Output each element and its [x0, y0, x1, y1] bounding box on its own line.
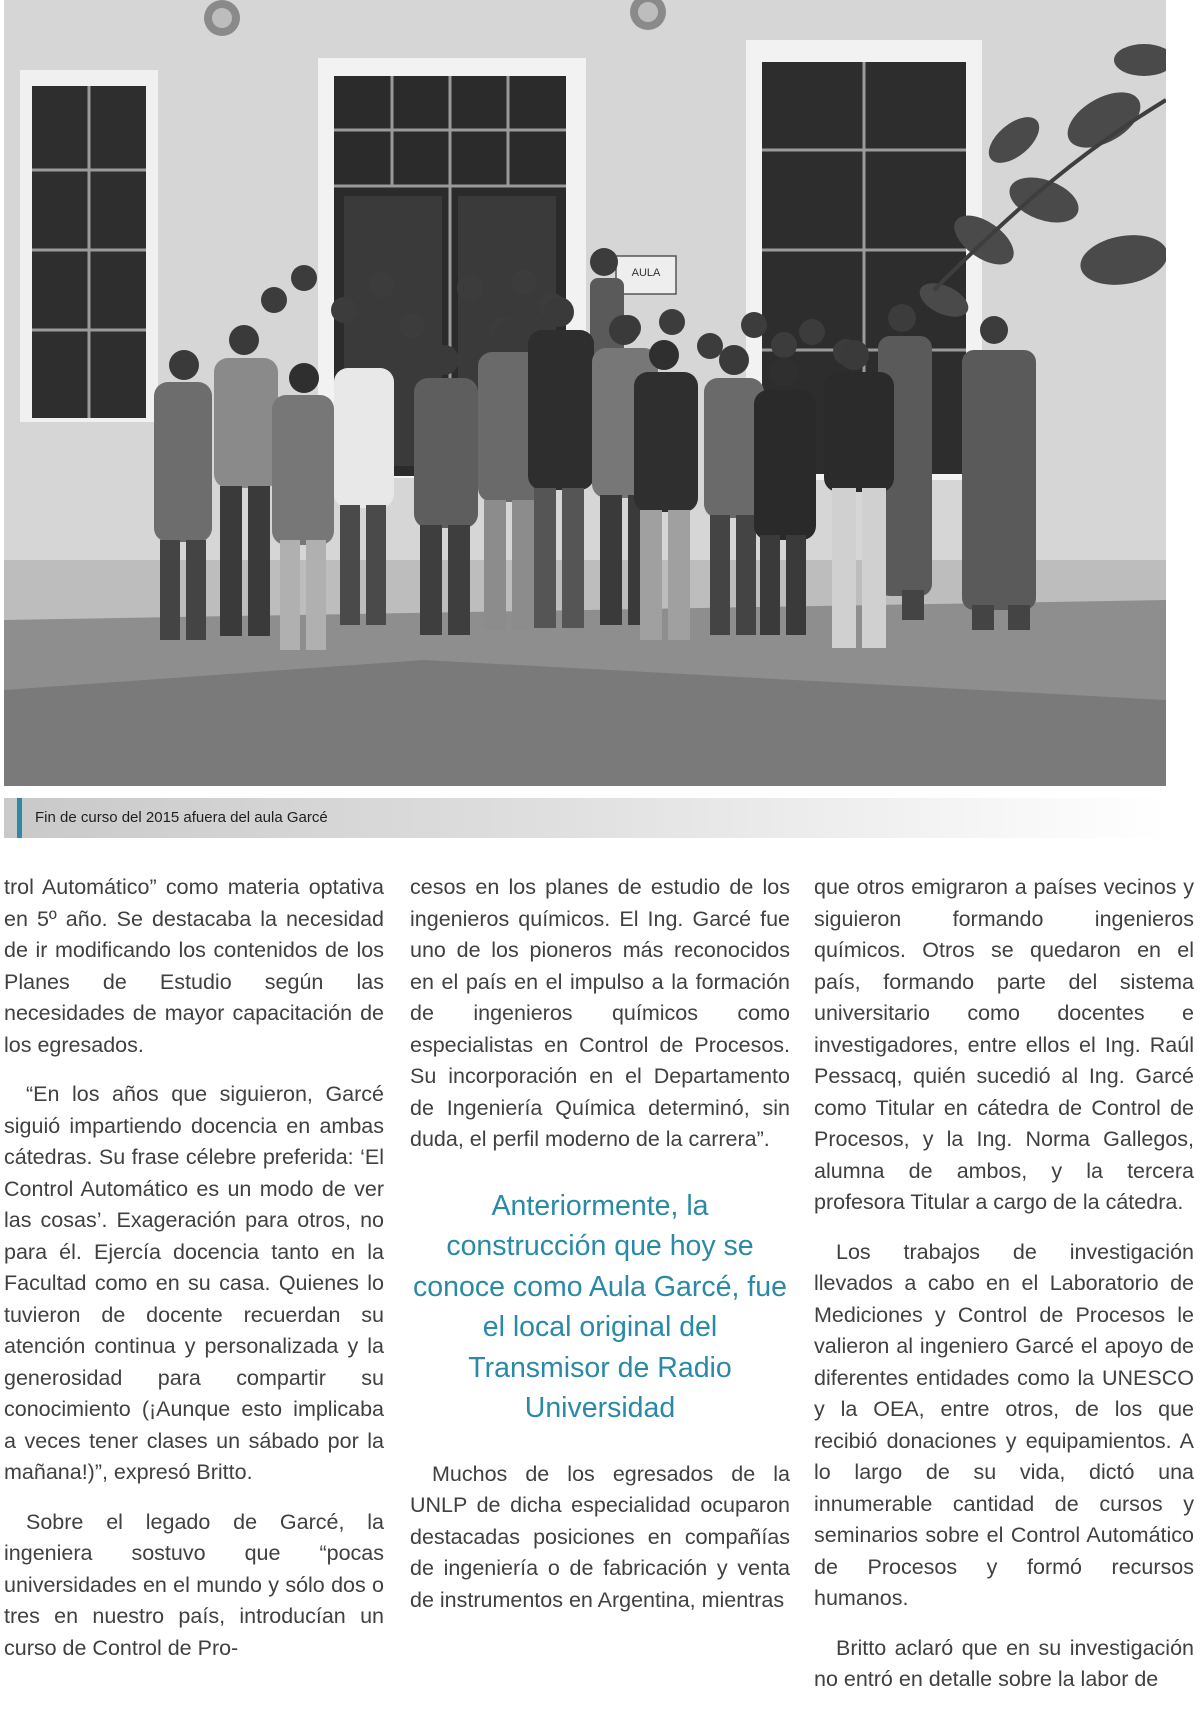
group-photo-illustration — [4, 0, 1166, 786]
caption-accent-bar — [17, 798, 22, 838]
paragraph: cesos en los planes de estudio de los ingenieros químicos. El Ing. Garcé fue uno de los pioneros más reconocidos en el país en el impulso a la formación de ingenieros químicos como especialistas en Control de Procesos. Su incorporación en el Departamento de Ingeniería Química determinó, sin duda, el perfil moderno de la carrera”. — [410, 875, 790, 1151]
paragraph: Los trabajos de investigación llevados a cabo en el Laboratorio de Mediciones y Control de Procesos le valieron al ingeniero Garcé el apoyo de diferentes entidades como la UNESCO y la OEA, entre otros, de los que recibió donaciones y equipamientos. A lo largo de su vida, dictó una innumerable cantidad de cursos y seminarios sobre el Control Automático de Procesos y formó recursos humanos. — [814, 1239, 1194, 1610]
paragraph: Muchos de los egresados de la UNLP de dicha especialidad ocuparon destacadas posiciones en compañías de ingeniería o de fabricación y venta de instrumentos en Argentina, mientras — [410, 1461, 790, 1612]
caption-text: Fin de curso del 2015 afuera del aula Garcé — [35, 809, 328, 826]
pull-quote: Anteriormente, la construcción que hoy se conoce como Aula Garcé, fue el local original del Transmisor de Radio Universidad — [413, 1189, 787, 1424]
svg-text:AULA: AULA — [631, 267, 661, 279]
window-left — [20, 70, 158, 422]
paragraph: “En los años que siguieron, Garcé siguió impartiendo docencia en ambas cátedras. Su frase célebre preferida: ‘El Control Automático es un modo de ver las cosas’. Exageración para otros, no para él. Ejercía docencia tanto en la Facultad como en su casa. Quienes lo tuvieron de docente recuerdan su atención continua y personalizada y la generosidad para compartir su conocimiento (¡Aunque esto implicaba a veces tener clases un sábado por la mañana!)”, expresó Britto. — [4, 1082, 384, 1484]
article-column-1 — [4, 872, 384, 1682]
article-column-3 — [814, 872, 1194, 1714]
photo-caption — [4, 798, 1166, 838]
paragraph: Britto aclaró que en su investigación no entró en detalle sobre la labor de — [814, 1635, 1194, 1691]
group-photo — [4, 0, 1166, 786]
paragraph: que otros emigraron a países vecinos y siguieron formando ingenieros químicos. Otros se quedaron en el país, formando parte del sistema universitario como docentes e investigadores, entre ellos el Ing. Raúl Pessacq, quién sucedió al Ing. Garcé como Titular en cátedra de Control de Procesos, y la Ing. Norma Gallegos, alumna de ambos, y la tercera profesora Titular a cargo de la cátedra. — [814, 875, 1194, 1214]
article-column-2 — [410, 872, 790, 1634]
paragraph: trol Automático” como materia optativa en 5º año. Se destacaba la necesidad de ir modificando los contenidos de los Planes de Estudio según las necesidades de mayor capacitación de los egresados. — [4, 875, 384, 1057]
paragraph: Sobre el legado de Garcé, la ingeniera sostuvo que “pocas universidades en el mundo y sólo dos o tres en nuestro país, introducían un curso de Control de Pro- — [4, 1509, 384, 1660]
aula-plaque — [616, 256, 676, 294]
